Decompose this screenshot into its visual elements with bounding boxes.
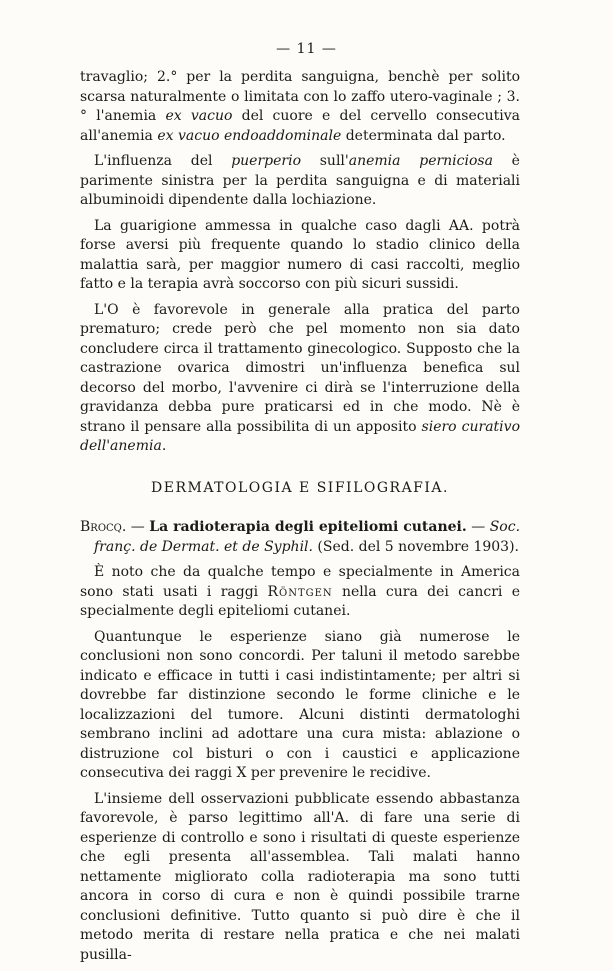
citation-title: La radioterapia degli epiteliomi cutanei. [149, 519, 467, 535]
text-run: è parimente sinistra per la perdita sanguigna e di materiali albuminoidi dipendente dalla lochiazione. [80, 153, 520, 208]
citation [80, 518, 520, 557]
italic-run: ex vacuo [165, 108, 233, 124]
text-run: . [161, 438, 167, 454]
italic-run: ex vacuo endoaddominale [157, 127, 342, 144]
paragraph-1 [80, 68, 520, 146]
section-heading: DERMATOLOGIA E SIFILOGRAFIA. [151, 479, 449, 496]
paragraph-2 [80, 152, 520, 211]
citation-author: Brocq. [80, 519, 127, 535]
paragraph-7: L'insieme dell osservazioni pubblicate essendo abbastanza favorevole, è parso legittimo all'A. di fare una serie di esperienze di controllo e sono i risultati di queste esperienze che egli presenta all'assemblea. Tali malati hanno nettamente migliorato colla radioterapia ma sono tutti ancora in corso di cura e non è quindi possibile trarne conclusioni definitive. Tutto quanto si può dire è che il metodo merita di restare nella pratica e che nei malati pusilla- [80, 790, 520, 963]
body-text [80, 68, 520, 971]
paragraph-4 [80, 301, 520, 457]
text-run: determinata dal parto. [341, 127, 506, 144]
paragraph-6: Quantunque le esperienze siano già numerose le conclusioni non sono concordi. Per taluni il metodo sarebbe indicato e efficace in tutti i casi indistintamente; per altri si dovrebbe far distinzione secondo le forme cliniche e le localizzazioni del tumore. Alcuni distinti dermatologhi sembrano inclini ad adottare una cura mista: ablazione o distruzione col bisturi o con i caustici e applicazione consecutiva dei raggi X per prevenire le recidive. [80, 628, 520, 781]
italic-run: anemia perniciosa [348, 153, 493, 169]
text-run: È noto che da qualche tempo e specialmente in America sono stati usati i raggi [80, 564, 520, 600]
text-run: nella cura dei cancri e specialmente degli epiteliomi cutanei. [80, 583, 520, 619]
citation-dash: — [126, 519, 150, 535]
italic-run: siero curativo dell'anemia [80, 418, 521, 454]
paragraph-3: La guarigione ammessa in qualche caso dagli AA. potrà forse aversi più frequente quando lo stadio clinico della malattia sarà, per maggior numero di casi raccolti, meglio fatto e la terapia avrà soccorso con più sicuri sussidi. [80, 217, 520, 292]
paragraph-5 [80, 563, 520, 622]
citation-date: (Sed. del 5 novembre 1903). [312, 538, 519, 555]
citation-journal: Soc. franç. de Dermat. et de Syphil. [94, 519, 521, 555]
name-rontgen: Röntgen [267, 583, 333, 600]
text-run: del cuore e del cervello consecutiva all'anemia [80, 108, 520, 144]
text-run: sull' [301, 153, 349, 169]
citation-dash: — [466, 519, 490, 535]
text-run: L'O è favorevole in generale alla pratica del parto prematuro; crede però che pel momento non sia dato concludere circa il trattamento ginecologico. Supposto che la castrazione ovarica dimostri un'influenza benefica sul decorso del morbo, l'avvenire ci dirà se l'interruzione della gravidanza debba pure praticarsi ed in che modo. Nè è strano il pensare alla possibilita di un apposito [80, 301, 520, 435]
text-run: L'influenza del [94, 153, 232, 169]
text-run: travaglio; 2.° per la perdita sanguigna, benchè per solito scarsa naturalmente o limitata con lo zaffo utero-vaginale ; 3.° l'anemia [80, 69, 520, 124]
page-number: — 11 — [276, 41, 337, 57]
italic-run: puerperio [231, 153, 302, 169]
